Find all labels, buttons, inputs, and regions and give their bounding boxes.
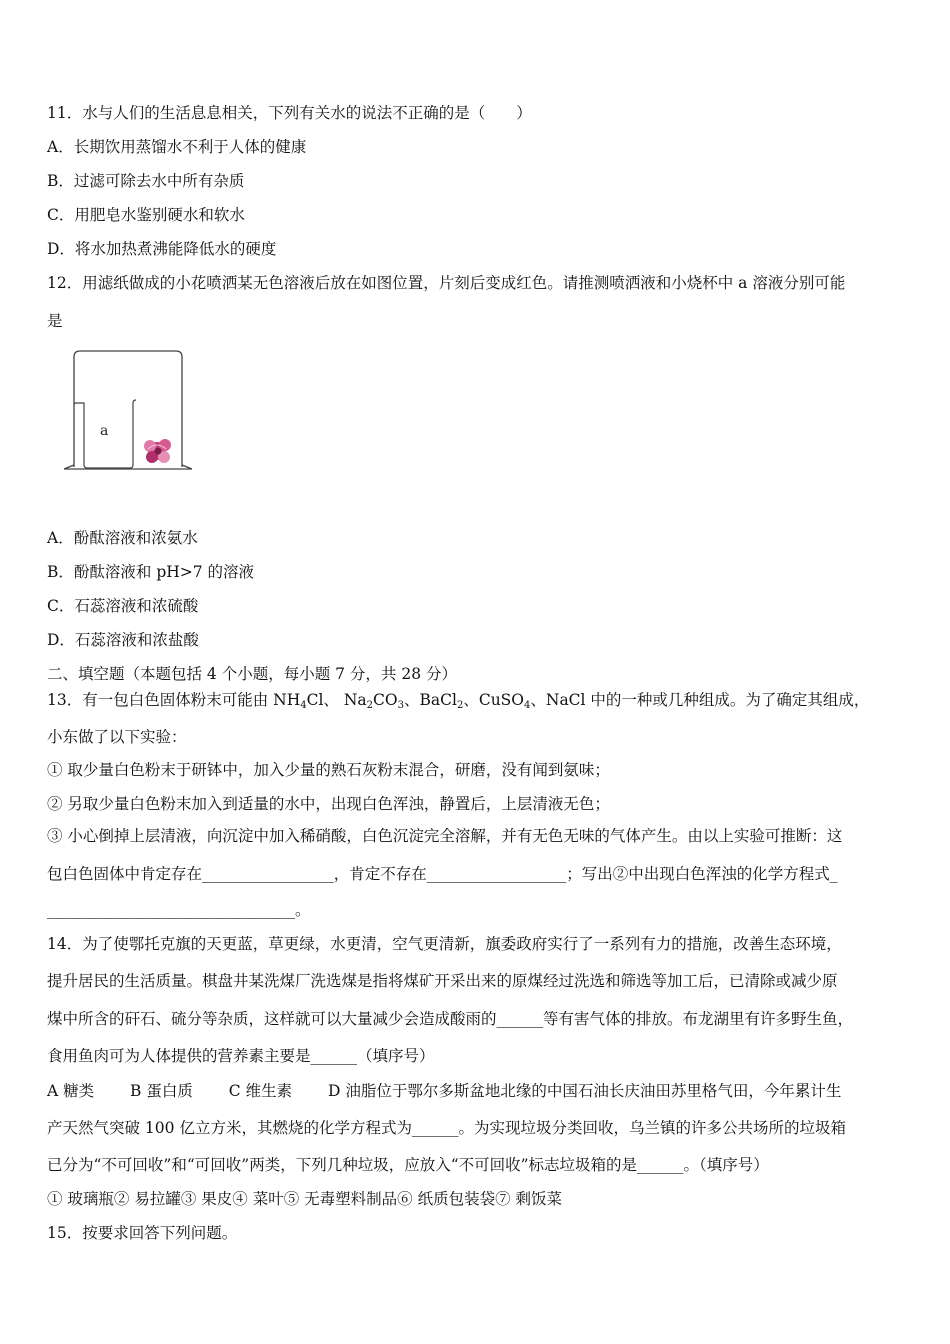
q12-option-b: B．酚酞溶液和 pH>7 的溶液 <box>47 563 255 581</box>
q14-line8: ① 玻璃瓶② 易拉罐③ 果皮④ 菜叶⑤ 无毒塑料制品⑥ 纸质包装袋⑦ 剩饭菜 <box>47 1190 562 1208</box>
q11-option-a: A．长期饮用蒸馏水不利于人体的健康 <box>47 138 307 156</box>
q13-equation-blank: ________________________________。 <box>47 901 311 919</box>
q15-stem: 15．按要求回答下列问题。 <box>47 1224 238 1242</box>
q13-step2: ② 另取少量白色粉末加入到适量的水中，出现白色浑浊，静置后，上层清液无色； <box>47 795 610 813</box>
q14-line1: 14．为了使鄂托克旗的天更蓝，草更绿，水更清，空气更清新，旗委政府实行了一系列有力的措施，改善生态环境， <box>47 935 842 953</box>
flower-icon <box>144 439 171 463</box>
q12-stem-line1: 12．用滤纸做成的小花喷洒某无色溶液后放在如图位置，片刻后变成红色。请推测喷洒液和小烧杯中 a 溶液分别可能 <box>47 274 846 292</box>
q14-line7: 已分为“不可回收”和“可回收”两类，下列几种垃圾，应放入“不可回收”标志垃圾箱的是______。（填序号） <box>47 1156 769 1174</box>
q14-line3: 煤中所含的矸石、硫分等杂质，这样就可以大量减少会造成酸雨的______等有害气体的排放。布龙湖里有许多野生鱼， <box>47 1010 854 1028</box>
q13-step1: ① 取少量白色粉末于研钵中，加入少量的熟石灰粉末混合，研磨，没有闻到氨味； <box>47 761 610 779</box>
q12-option-c: C．石蕊溶液和浓硫酸 <box>47 597 199 615</box>
section-2-heading: 二、填空题（本题包括 4 个小题，每小题 7 分，共 28 分） <box>47 665 458 683</box>
q11-option-b: B．过滤可除去水中所有杂质 <box>47 172 245 190</box>
bell-jar-beaker-flower-diagram <box>62 345 194 475</box>
q13-blanks-line: 包白色固体中肯定存在_________________，肯定不存在__________________；写出②中出现白色浑浊的化学方程式_ <box>47 865 838 883</box>
q12-figure <box>62 345 194 475</box>
q12-stem-line2: 是 <box>47 312 63 330</box>
beaker-label-a: a <box>100 423 109 439</box>
q13-line2: 小东做了以下实验： <box>47 728 187 746</box>
q11-option-c: C．用肥皂水鉴别硬水和软水 <box>47 206 245 224</box>
q11-stem: 11．水与人们的生活息息相关，下列有关水的说法不正确的是（ ） <box>47 104 532 122</box>
q14-line6: 产天然气突破 100 亿立方米，其燃烧的化学方程式为______。为实现垃圾分类回收，乌兰镇的许多公共场所的垃圾箱 <box>47 1119 846 1137</box>
q12-option-a: A．酚酞溶液和浓氨水 <box>47 529 198 547</box>
q14-line4: 食用鱼肉可为人体提供的营养素主要是______（填序号） <box>47 1047 435 1065</box>
q12-option-d: D．石蕊溶液和浓盐酸 <box>47 631 199 649</box>
q14-line2: 提升居民的生活质量。棋盘井某洗煤厂洗选煤是指将煤矿开采出来的原煤经过洗选和筛选等加工后，已清除或减少原 <box>47 972 838 990</box>
q14-line5: A 糖类 B 蛋白质 C 维生素 D 油脂位于鄂尔多斯盆地北缘的中国石油长庆油田苏里格气田，今年累计生 <box>47 1082 842 1100</box>
q13-line1: 13．有一包白色固体粉末可能由 $NH_4Cl$、 $Na_2CO_3$、BaCl$_2$、CuSO$_4$、NaCl 中的一种或几种组成。为了确定其组成， <box>47 691 870 711</box>
q13-step3: ③ 小心倒掉上层清液，向沉淀中加入稀硝酸，白色沉淀完全溶解，并有无色无味的气体产生。由以上实验可推断：这 <box>47 827 843 845</box>
q11-option-d: D．将水加热煮沸能降低水的硬度 <box>47 240 277 258</box>
